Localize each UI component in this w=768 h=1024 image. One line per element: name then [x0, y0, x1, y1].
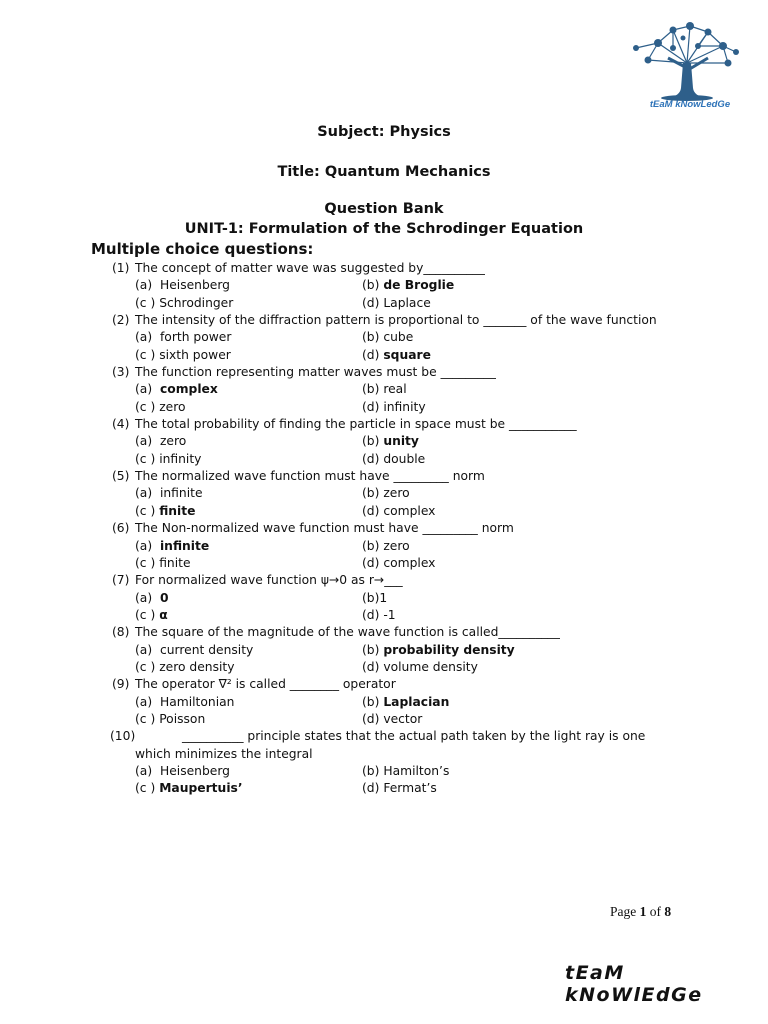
option-text: zero	[159, 399, 186, 414]
option-text: -1	[383, 607, 396, 622]
option-a	[135, 277, 230, 294]
question-number: (10)	[110, 729, 136, 744]
question-item	[112, 728, 712, 797]
question-number: (9)	[112, 677, 130, 692]
option-label: (b)	[362, 538, 380, 553]
option-label: (a)	[135, 486, 153, 501]
option-text: vector	[383, 711, 423, 726]
option-a	[135, 329, 231, 346]
question-number: (4)	[112, 417, 130, 432]
question-number: (3)	[112, 365, 130, 380]
option-label: (a)	[135, 763, 153, 778]
question-item	[112, 572, 712, 624]
option-label: (b)	[362, 382, 380, 397]
option-c	[135, 780, 243, 797]
question-number: (1)	[112, 261, 130, 275]
option-label: (c )	[135, 607, 156, 622]
option-label: (a)	[135, 278, 153, 293]
question-number: (6)	[112, 521, 130, 536]
option-a	[135, 538, 209, 555]
option-label: (c )	[135, 659, 156, 674]
question-item	[112, 624, 712, 676]
option-text: real	[383, 382, 407, 397]
option-text: probability density	[383, 642, 515, 657]
option-text: infinite	[159, 538, 210, 553]
option-c	[135, 399, 186, 416]
option-d	[362, 555, 435, 572]
question-number: (8)	[112, 625, 130, 640]
option-label: (c )	[135, 451, 156, 466]
option-label: (a)	[135, 694, 153, 709]
option-c	[135, 451, 201, 468]
option-b	[362, 642, 515, 659]
option-label: (c )	[135, 503, 156, 518]
option-a	[135, 694, 234, 711]
option-label: (b)	[362, 763, 380, 778]
option-text: zero	[383, 538, 410, 553]
option-text: Poisson	[159, 711, 206, 726]
option-label: (d)	[362, 781, 380, 796]
option-text: Hamilton’s	[383, 763, 450, 778]
option-text: double	[383, 451, 426, 466]
option-a	[135, 763, 230, 780]
footer-brand: tEaM kNoWlEdGe	[565, 962, 703, 1006]
option-text: volume density	[383, 659, 478, 674]
option-label: (c )	[135, 711, 156, 726]
option-text: infinite	[159, 486, 203, 501]
question-text: The normalized wave function must have _________ norm	[135, 469, 485, 484]
option-text: forth power	[159, 330, 232, 345]
page-word: Page	[610, 904, 637, 919]
unit-heading: UNIT-1: Formulation of the Schrodinger Equation	[184, 221, 584, 237]
option-d	[362, 607, 396, 624]
question-text: The square of the magnitude of the wave function is called__________	[135, 625, 560, 640]
option-text: Hamiltonian	[159, 694, 235, 709]
page-total: 8	[664, 904, 672, 919]
option-a	[135, 433, 186, 450]
option-b	[362, 329, 413, 346]
question-item	[112, 260, 712, 312]
option-c	[135, 607, 168, 624]
option-text: complex	[383, 555, 436, 570]
option-text: cube	[383, 330, 414, 345]
option-label: (b)	[362, 278, 380, 293]
question-text: The concept of matter wave was suggested by__________	[135, 261, 485, 275]
option-label: (a)	[135, 434, 153, 449]
question-item	[112, 416, 712, 468]
question-item	[112, 364, 712, 416]
option-text: Heisenberg	[159, 763, 230, 778]
option-d	[362, 503, 435, 520]
option-label: (c )	[135, 295, 156, 310]
option-label: (c )	[135, 555, 156, 570]
option-a	[135, 485, 203, 502]
option-b	[362, 694, 449, 711]
option-c	[135, 659, 235, 676]
option-d	[362, 780, 437, 797]
option-b	[362, 763, 449, 780]
question-text: The intensity of the diffraction pattern is proportional to _______ of the wave function	[135, 313, 657, 328]
subject-heading: Subject: Physics	[317, 124, 451, 140]
option-a	[135, 642, 253, 659]
option-label: (d)	[362, 451, 380, 466]
option-text: finite	[159, 503, 196, 518]
page-current: 1	[639, 904, 647, 919]
option-text: Laplace	[383, 295, 431, 310]
question-text: The operator ∇² is called ________ operator	[135, 677, 396, 692]
option-text: complex	[383, 503, 436, 518]
option-label: (c )	[135, 347, 156, 362]
option-d	[362, 711, 422, 728]
logo-text: tEaM kNowLedGe	[649, 99, 731, 110]
option-label: (d)	[362, 711, 380, 726]
question-number: (2)	[112, 313, 130, 328]
option-d	[362, 399, 426, 416]
option-c	[135, 555, 191, 572]
option-label: (d)	[362, 607, 380, 622]
option-b	[362, 538, 410, 555]
option-text: Schrodinger	[159, 295, 234, 310]
page-of: of	[649, 904, 661, 919]
option-label: (b)	[362, 642, 380, 657]
option-text: square	[383, 347, 431, 362]
option-label: (d)	[362, 347, 380, 362]
option-b	[362, 485, 410, 502]
option-label: (c )	[135, 399, 156, 414]
option-label: (b)1	[362, 590, 388, 605]
option-text: α	[159, 607, 168, 622]
option-b	[362, 381, 407, 398]
option-label: (a)	[135, 330, 153, 345]
option-b	[362, 277, 454, 294]
question-bank-heading: Question Bank	[324, 201, 444, 217]
option-text: current density	[159, 642, 254, 657]
option-label: (d)	[362, 503, 380, 518]
option-c	[135, 295, 233, 312]
question-number: (5)	[112, 469, 130, 484]
option-label: (d)	[362, 399, 380, 414]
option-b	[362, 590, 387, 607]
option-text: Laplacian	[383, 694, 450, 709]
option-text: zero	[159, 434, 187, 449]
question-item	[112, 468, 712, 520]
question-number: (7)	[112, 573, 130, 588]
option-text: de Broglie	[383, 278, 455, 293]
option-text: zero	[383, 486, 410, 501]
option-d	[362, 659, 478, 676]
title-heading: Title: Quantum Mechanics	[277, 164, 491, 180]
option-c	[135, 347, 231, 364]
question-item	[112, 520, 712, 572]
option-label: (b)	[362, 486, 380, 501]
question-item	[112, 676, 712, 728]
option-text: unity	[383, 434, 419, 449]
question-text: For normalized wave function ψ→0 as r→___	[135, 573, 403, 588]
question-text: The Non-normalized wave function must have _________ norm	[135, 521, 514, 536]
option-label: (d)	[362, 295, 380, 310]
option-text: sixth power	[159, 347, 231, 362]
option-text: finite	[159, 555, 191, 570]
option-label: (a)	[135, 538, 153, 553]
option-d	[362, 347, 431, 364]
option-c	[135, 503, 196, 520]
option-text: Maupertuis’	[159, 781, 243, 796]
question-text: __________ principle states that the actual path taken by the light ray is one	[182, 729, 646, 744]
option-label: (a)	[135, 590, 153, 605]
option-b	[362, 433, 419, 450]
section-title: Multiple choice questions:	[91, 240, 314, 258]
option-label: (b)	[362, 434, 380, 449]
option-label: (a)	[135, 382, 153, 397]
option-text: Heisenberg	[159, 278, 230, 293]
question-item	[112, 312, 712, 364]
option-text: infinity	[159, 451, 202, 466]
option-label: (b)	[362, 694, 380, 709]
option-text: complex	[159, 382, 218, 397]
question-text-continued: which minimizes the integral	[135, 746, 313, 761]
option-d	[362, 295, 431, 312]
option-text: Fermat’s	[383, 781, 437, 796]
option-label: (d)	[362, 555, 380, 570]
option-text: zero density	[159, 659, 235, 674]
page-number	[610, 904, 671, 920]
question-text: The function representing matter waves must be _________	[135, 365, 496, 380]
option-text: 0	[159, 590, 169, 605]
question-text: The total probability of finding the particle in space must be ___________	[135, 417, 577, 432]
question-list	[112, 260, 712, 798]
option-text: infinity	[383, 399, 426, 414]
option-a	[135, 590, 169, 607]
option-label: (d)	[362, 659, 380, 674]
option-c	[135, 711, 205, 728]
option-label: (a)	[135, 642, 153, 657]
option-a	[135, 381, 218, 398]
option-label: (b)	[362, 330, 380, 345]
option-d	[362, 451, 425, 468]
option-label: (c )	[135, 781, 156, 796]
